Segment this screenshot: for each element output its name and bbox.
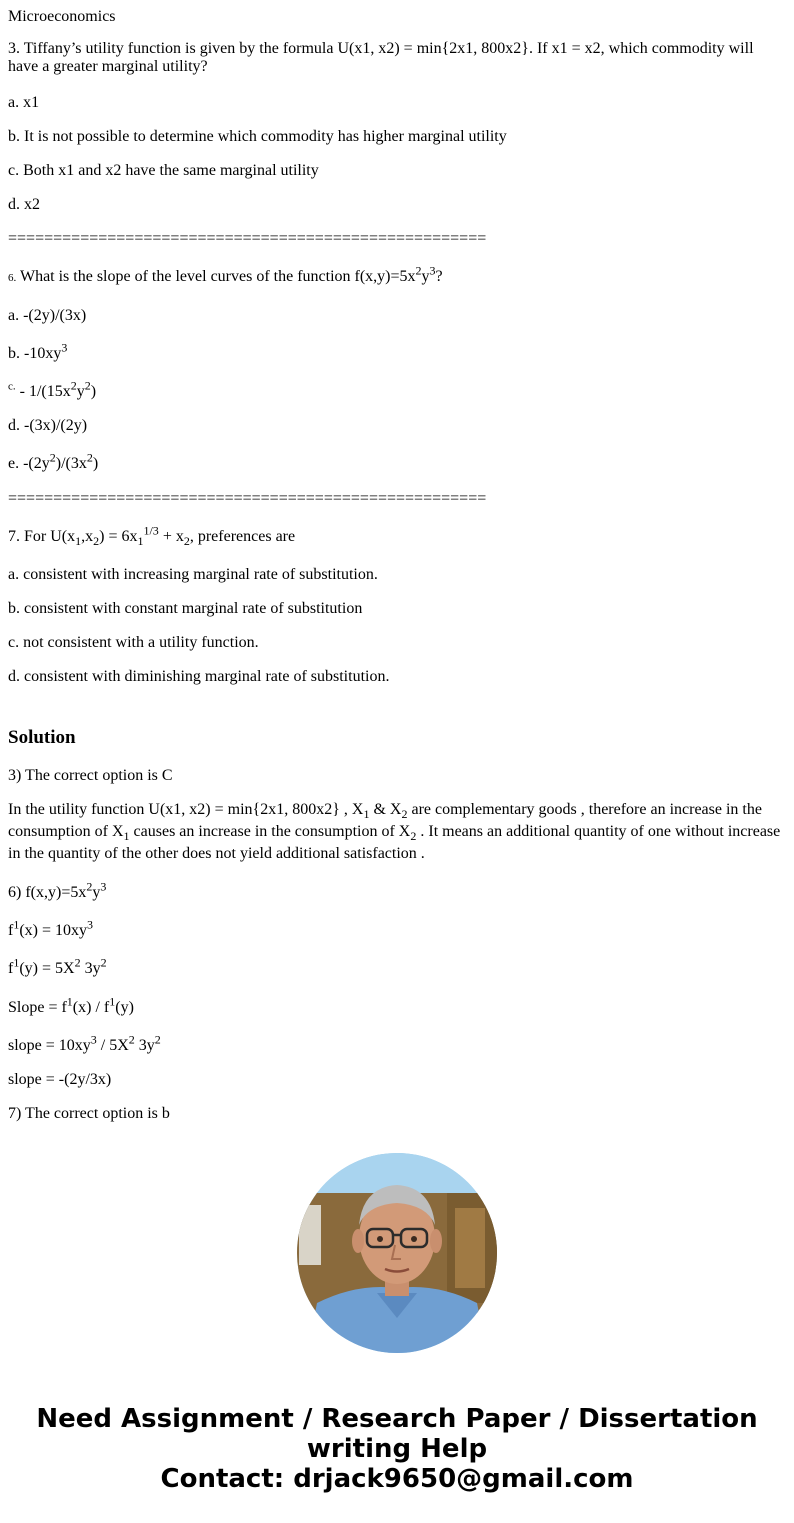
q7-option-a: a. consistent with increasing marginal rate of substitution. — [8, 566, 378, 583]
math-text: (y) — [115, 999, 134, 1016]
explanation-text: . It means an additional quantity of one without increase in the quantity of the other does not yield additional satisfaction . — [8, 823, 781, 862]
q6-option-e — [8, 450, 784, 475]
math-text: (x) / f — [72, 999, 110, 1016]
explanation-subscript: 2 — [401, 807, 408, 822]
solution-heading: Solution — [8, 727, 76, 748]
math-text: 3y — [80, 960, 101, 977]
explanation-subscript: 2 — [410, 829, 417, 844]
explanation-subscript: 1 — [363, 807, 370, 822]
math-exponent: 3 — [100, 879, 107, 894]
math-exponent: 1 — [109, 994, 116, 1009]
solution-6-slope-result: slope = -(2y/3x) — [8, 1071, 112, 1088]
avatar — [297, 1153, 497, 1353]
q6-text-part: y — [421, 268, 430, 285]
q7-subscript: 2 — [183, 534, 190, 549]
math-text: 6) f(x,y)=5x — [8, 884, 87, 901]
q6-text-part: ? — [435, 268, 443, 285]
q6-option-e-text: e. -(2y — [8, 455, 50, 472]
q6-text-part: What is the slope of the level curves of the function f(x,y)=5x — [16, 268, 416, 285]
solution-6-slope-formula — [8, 994, 784, 1019]
q6-exponent: 3 — [429, 263, 436, 278]
q6-exponent: 2 — [415, 263, 422, 278]
math-text: f — [8, 922, 14, 939]
solution-6-fx — [8, 917, 784, 942]
q3-option-d: d. x2 — [8, 196, 40, 213]
solution-6-fy — [8, 955, 784, 980]
q7-text-part: ) = 6x — [99, 528, 138, 545]
question-3-text: 3. Tiffany’s utility function is given by the formula U(x1, x2) = min{2x1, 800x2}. If x1 = x2, which commodity will have a greater marginal utility? — [8, 40, 754, 75]
solution-3-explanation — [8, 799, 784, 865]
math-exponent: 2 — [128, 1032, 135, 1047]
q7-option-c: c. not consistent with a utility function. — [8, 634, 259, 651]
math-exponent: 1 — [66, 994, 73, 1009]
explanation-text: are complementary goods , therefore an increase in the consumption of X — [8, 801, 762, 840]
q6-option-c-text: - 1/(15x — [15, 383, 71, 400]
footer-line-1: Need Assignment / Research Paper / Dissertation — [36, 1404, 758, 1434]
math-text: y — [92, 884, 101, 901]
question-7-text — [8, 523, 784, 549]
q6-option-e-text: ) — [92, 455, 99, 472]
solution-6-function — [8, 879, 784, 904]
solution-7-answer: 7) The correct option is b — [8, 1105, 170, 1122]
footer-contact: Contact: drjack9650@gmail.com — [160, 1464, 634, 1494]
explanation-text: causes an increase in the consumption of X — [129, 823, 411, 840]
q7-text-part: 7. For U(x — [8, 528, 76, 545]
q7-subscript: 1 — [137, 534, 144, 549]
separator-1: ===================================================== — [8, 230, 487, 247]
math-text: (y) = 5X — [19, 960, 75, 977]
q6-option-c-letter: c. — [8, 380, 16, 393]
math-exponent: 2 — [100, 955, 107, 970]
avatar-portrait — [297, 1153, 497, 1353]
q6-option-b — [8, 340, 784, 365]
q6-option-a: a. -(2y)/(3x) — [8, 307, 87, 324]
math-exponent: 2 — [74, 955, 81, 970]
q7-option-b: b. consistent with constant marginal rate of substitution — [8, 600, 363, 617]
explanation-subscript: 1 — [123, 829, 130, 844]
math-text: Slope = f — [8, 999, 67, 1016]
q6-option-d: d. -(3x)/(2y) — [8, 417, 88, 434]
subject-title: Microeconomics — [8, 8, 116, 25]
question-6-text — [8, 263, 784, 288]
explanation-text: & X — [369, 801, 402, 818]
q7-text-part: + x — [158, 528, 184, 545]
math-exponent: 2 — [86, 879, 93, 894]
q7-text-part: , preferences are — [189, 528, 296, 545]
solution-3-answer: 3) The correct option is C — [8, 767, 173, 784]
q7-superscript: 1/3 — [143, 523, 159, 538]
q6-option-c-exponent: 2 — [70, 378, 77, 393]
math-exponent: 2 — [154, 1032, 161, 1047]
q6-option-b-exponent: 3 — [61, 340, 68, 355]
q6-option-b-text: b. -10xy — [8, 345, 62, 362]
math-text: f — [8, 960, 14, 977]
q6-option-e-text: )/(3x — [55, 455, 87, 472]
explanation-text: In the utility function U(x1, x2) = min{2x1, 800x2} , X — [8, 801, 364, 818]
math-text: / 5X — [96, 1037, 129, 1054]
math-text: (x) = 10xy — [19, 922, 88, 939]
q7-option-d: d. consistent with diminishing marginal rate of substitution. — [8, 668, 390, 685]
q6-option-e-exponent: 2 — [86, 450, 93, 465]
q7-subscript: 1 — [75, 534, 82, 549]
q6-option-c-text: y — [76, 383, 85, 400]
math-exponent: 3 — [87, 917, 94, 932]
q3-option-b: b. It is not possible to determine which commodity has higher marginal utility — [8, 128, 507, 145]
q7-subscript: 2 — [93, 534, 100, 549]
q6-option-c-text: ) — [90, 383, 97, 400]
math-text: 3y — [134, 1037, 155, 1054]
q7-text-part: ,x — [81, 528, 94, 545]
q6-option-e-exponent: 2 — [49, 450, 56, 465]
footer-line-2: writing Help — [306, 1434, 488, 1464]
q6-option-c-exponent: 2 — [84, 378, 91, 393]
separator-2: ===================================================== — [8, 490, 487, 507]
q3-option-a: a. x1 — [8, 94, 40, 111]
q6-option-c — [8, 378, 784, 403]
math-text: slope = 10xy — [8, 1037, 91, 1054]
q6-number: 6. — [8, 272, 17, 284]
solution-6-slope-substitution — [8, 1032, 784, 1057]
math-exponent: 3 — [90, 1032, 97, 1047]
math-exponent: 1 — [13, 917, 20, 932]
q3-option-c: c. Both x1 and x2 have the same marginal utility — [8, 162, 319, 179]
math-exponent: 1 — [13, 955, 20, 970]
